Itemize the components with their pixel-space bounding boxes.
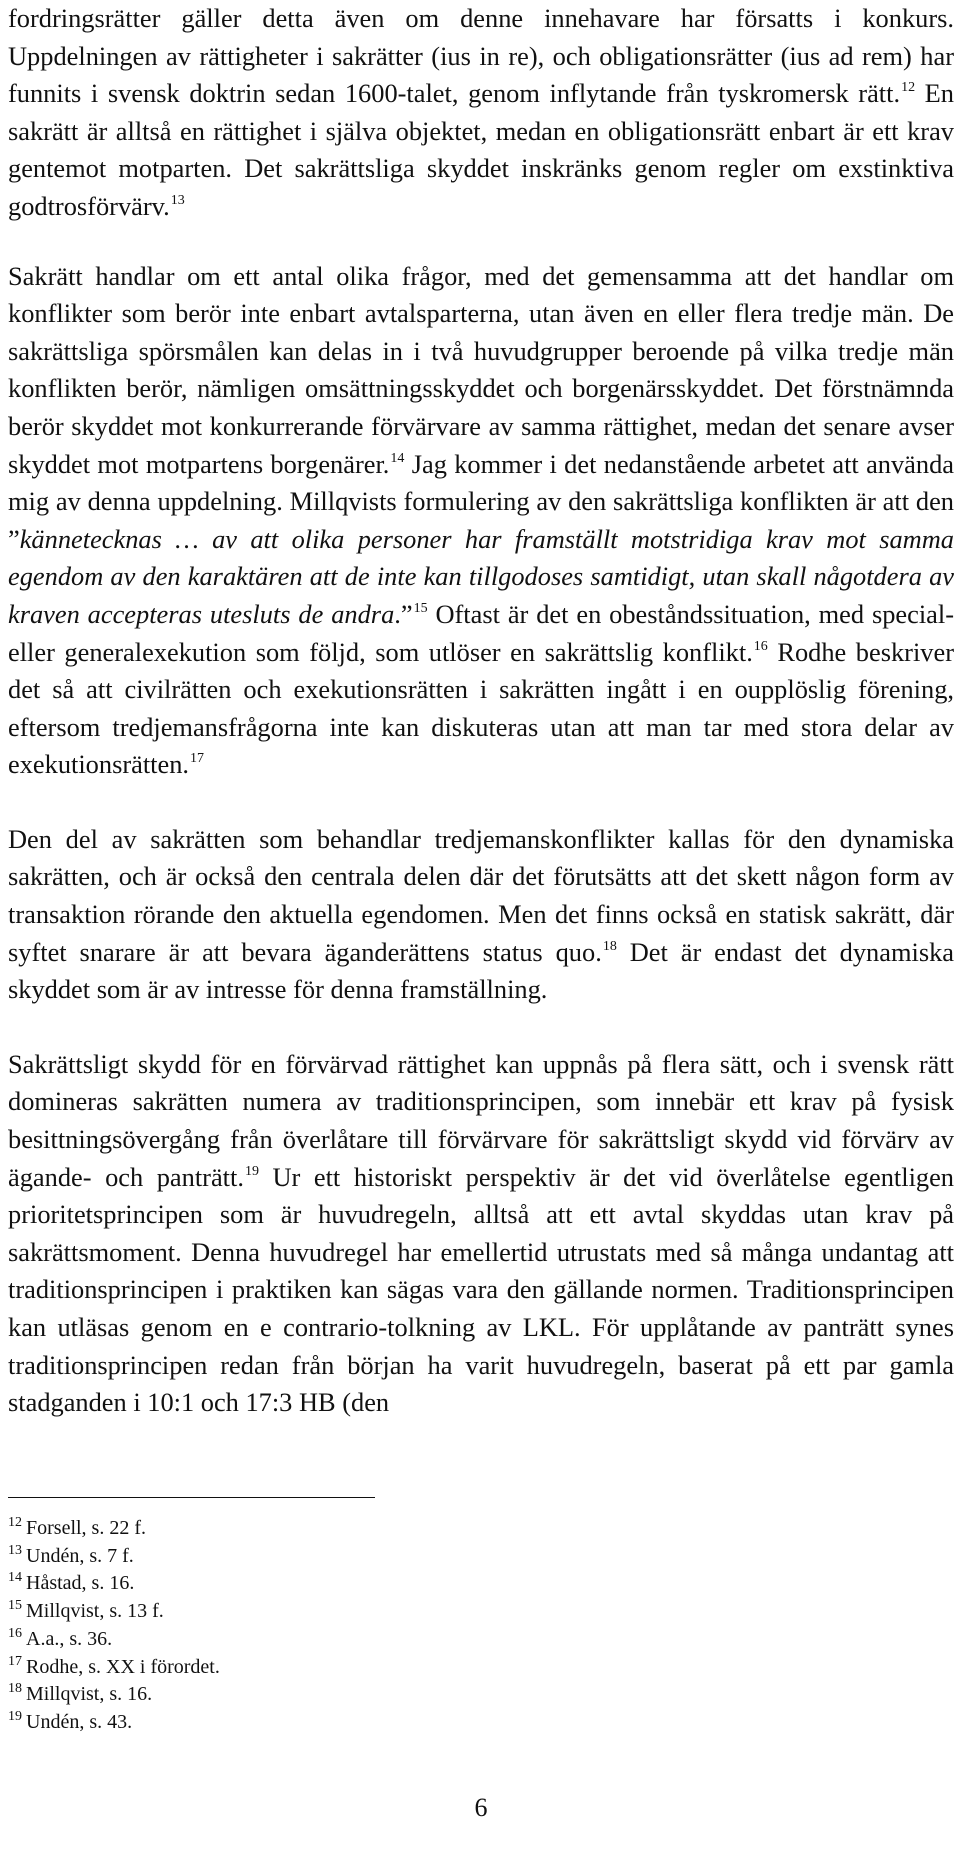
footnote-reference: 15 <box>413 600 428 616</box>
document-page <box>8 0 955 1822</box>
footnote <box>8 1598 220 1626</box>
footnote-reference: 14 <box>390 450 405 466</box>
footnote-number: 13 <box>8 1542 22 1558</box>
footnote-list <box>8 1515 220 1737</box>
footnote-number: 18 <box>8 1681 22 1697</box>
text-segment: .” <box>394 598 413 629</box>
footnote-text: Millqvist, s. 13 f. <box>26 1600 164 1623</box>
text-segment: Det är endast det dynamiska skyddet som är av intresse för denna framställning. <box>8 936 955 1005</box>
footnote-number: 14 <box>8 1570 22 1586</box>
footnote-text: Undén, s. 7 f. <box>26 1544 134 1567</box>
footnote-reference: 18 <box>602 938 617 954</box>
paragraph <box>8 1046 954 1422</box>
footnote-reference: 12 <box>901 80 916 96</box>
footnote <box>8 1709 220 1737</box>
footnote-separator <box>8 1497 375 1498</box>
body-text <box>8 0 954 1422</box>
footnote-text: Håstad, s. 16. <box>26 1572 135 1595</box>
footnote-number: 16 <box>8 1625 22 1641</box>
footnote-text: A.a., s. 36. <box>26 1627 113 1650</box>
footnote-text: Undén, s. 43. <box>26 1710 133 1733</box>
footnote-text: Rodhe, s. XX i förordet. <box>26 1655 220 1678</box>
footnote-reference: 19 <box>244 1163 259 1179</box>
quoted-passage: kännetecknas … av att olika personer har framställt motstridiga krav mot samma egendom av den karaktären att de inte kan tillgodoses samtidigt, utan skall någotdera av kraven accepteras utesluts de andra <box>8 523 954 629</box>
footnote-reference: 16 <box>753 638 768 654</box>
page-number: 6 <box>474 1793 488 1822</box>
footnote-text: Millqvist, s. 16. <box>26 1683 153 1706</box>
text-segment: En sakrätt är alltså en rättighet i själva objektet, medan en obligationsrätt enbart är ett krav gentemot motparten. Det sakrättsliga skyddet inskränks genom regler om exstinktiva godtrosförvärv. <box>8 78 954 221</box>
text-segment: fordringsrätter gäller detta även om denne innehavare har försatts i konkurs. Uppdelningen av rättigheter i sakrätter (ius in re), och obligationsrätter (ius ad rem) har funnits i svensk doktrin sedan 1600-talet, genom inflytande från tyskromersk rätt. <box>8 3 954 109</box>
footnote-text: Forsell, s. 22 f. <box>26 1517 146 1539</box>
text-segment: Den del av sakrätten som behandlar tredjemanskonflikter kallas för den dynamiska sakrätten, och är också den centrala delen där det förutsätts att det skett någon form av transaktion rörande den aktuella egendomen. Men det finns också en statisk sakrätt, där syftet snarare är att bevara äganderättens status quo. <box>8 823 954 967</box>
footnote <box>8 1543 220 1571</box>
paragraph <box>8 0 954 226</box>
footnote-reference: 17 <box>190 751 205 767</box>
text-segment: Sakrätt handlar om ett antal olika frågor, med det gemensamma att det handlar om konflikter som berör inte enbart avtalsparterna, utan även en eller flera tredje män. De sakrättsliga spörsmålen kan delas in i två huvudgrupper beroende på vilka tredje män konflikten berör, nämligen omsättningsskyddet och borgenärsskyddet. Det förstnämnda berör skyddet mot konkurrerande förvärvare av samma rättighet, medan det senare avser skyddet mot motpartens borgenärer. <box>8 260 954 479</box>
footnote <box>8 1515 220 1543</box>
footnote-number: 19 <box>8 1708 22 1724</box>
footnote-number: 15 <box>8 1598 22 1614</box>
footnote <box>8 1681 220 1709</box>
footnote <box>8 1570 220 1598</box>
footnote-number: 12 <box>8 1515 22 1530</box>
text-segment: Sakrättsligt skydd för en förvärvad rättighet kan uppnås på flera sätt, och i svensk rätt domineras sakrätten numera av traditionsprincipen, som innebär ett krav på fysisk besittningsövergång från överlåtare till förvärvare för sakrättsligt skydd vid förvärv av ägande- och panträtt. <box>8 1048 954 1192</box>
footnote <box>8 1654 220 1682</box>
text-segment: Jag kommer i det nedanstående arbetet att använda mig av denna uppdelning. Millqvists formulering av den sakrättsliga konflikten är att den ” <box>8 448 954 554</box>
footnote-reference: 13 <box>170 192 185 208</box>
text-segment: Ur ett historiskt perspektiv är det vid överlåtelse egentligen prioritetsprincipen som är huvudregeln, alltså att ett avtal skyddas utan krav på sakrättsmoment. Denna huvudregel har emellertid utrustats med så många undantag att traditionsprincipen i praktiken kan sägas vara den gällande normen. Traditionsprincipen kan utläsas genom en e contrario-tolkning av LKL. För upplåtande av panträtt synes traditionsprincipen redan från början ha varit huvudregeln, baserat på ett par gamla stadganden i 10:1 och 17:3 HB (den <box>8 1161 955 1418</box>
text-segment: Rodhe beskriver det så att civilrätten och exekutionsrätten i sakrätten ingått i en oupplöslig förening, eftersom tredjemansfrågorna inte kan diskuteras utan att man tar med stora delar av exekutionsrätten. <box>8 636 954 780</box>
paragraph <box>8 821 954 1009</box>
paragraph <box>8 258 954 784</box>
text-segment: Oftast är det en obeståndssituation, med special- eller generalexekution som följd, som utlöser en sakrättslig konflikt. <box>8 598 954 667</box>
footnote-number: 17 <box>8 1653 22 1669</box>
footnote <box>8 1626 220 1654</box>
